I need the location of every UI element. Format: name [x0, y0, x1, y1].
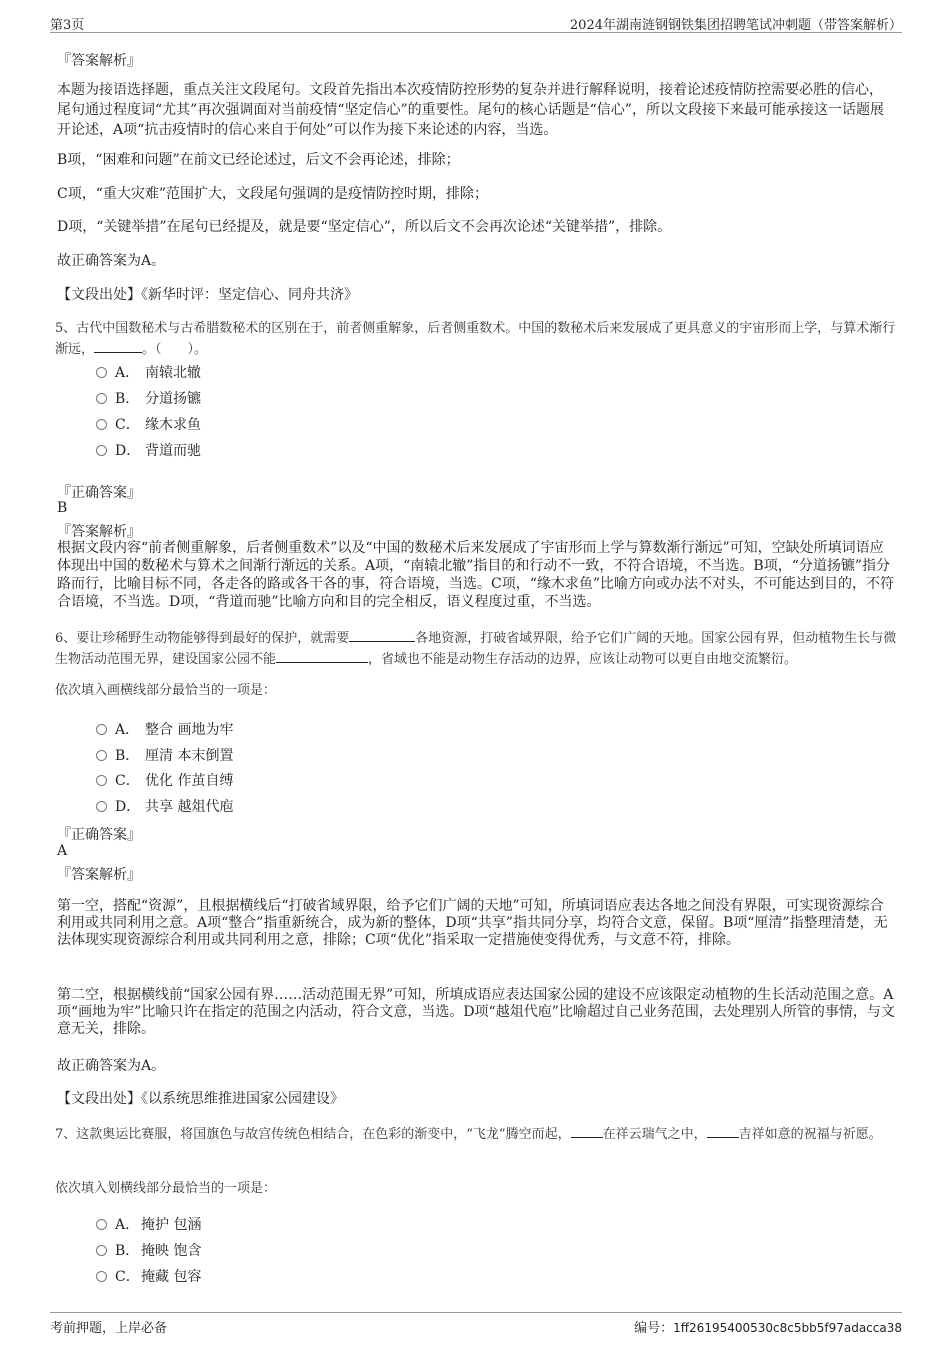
document-code	[634, 1317, 902, 1336]
answer-blank	[707, 1124, 739, 1138]
q5-analysis: 根据文段内容“前者侧重解象，后者侧重数术”以及“中国的数秘术后来发展成了宇宙形而上学与算数渐行渐远”可知，空缺处所填词语应体现出中国的数秘术与算术之间渐行渐远的关系。A项，“南辕北辙”指目的和行动不一致，不符合语境，不当选。B项，“分道扬镳”指分路而行，比喻目标不同，各走各的路或各干各的事，符合语境，当选。C项，“缘木求鱼”比喻方向或办法不对头，不可能达到目的，不符合语境，不当选。D项，“背道而驰”比喻方向和目的完全相反，语义程度过重，不当选。	[57, 540, 895, 610]
analysis-option-b: B项，“困难和问题”在前文已经论述过，后文不会再论述，排除；	[57, 152, 460, 168]
option-text: 分道扬镳	[145, 391, 201, 407]
question-5-stem-text: 5、古代中国数秘术与古希腊数秘术的区别在于，前者侧重解象，后者侧重数术。中国的数秘术后来发展成了更具意义的宇宙形而上学，与算术渐行渐远，	[55, 321, 896, 357]
correct-answer-label: 『正确答案』	[57, 485, 141, 501]
analysis-label: 『答案解析』	[57, 867, 141, 883]
analysis-paragraph: 本题为接语选择题，重点关注文段尾句。文段首先指出本次疫情防控形势的复杂并进行解释说明，接着论述疫情防控需要必胜的信心，尾句通过程度词“尤其”再次强调面对当前疫情“坚定信心”的重要性。尾句的核心话题是“信心”，所以文段接下来最可能承接这一话题展开论述，A项“抗击疫情时的信心来自于何处”可以作为接下来论述的内容，当选。	[57, 82, 884, 138]
question-6-stem-text: 6、要让珍稀野生动物能够得到最好的保护，就需要	[55, 631, 350, 646]
option-text: 掩护 包涵	[141, 1217, 202, 1233]
question-5-stem	[55, 319, 897, 360]
analysis-option-d: D项，“关键举措”在尾句已经提及，就是要“坚定信心”，所以后文不会再次论述“关键举措”，排除。	[57, 219, 672, 235]
option-key: C．	[115, 417, 140, 433]
question-6-stem-end: ，省域也不能是动物生存活动的边界，应该让动物可以更自由地交流繁衍。	[368, 652, 798, 667]
answer-blank	[276, 649, 368, 663]
radio-icon[interactable]	[96, 367, 107, 378]
q5-option-b[interactable]	[96, 388, 201, 408]
answer-blank	[94, 339, 142, 353]
radio-icon[interactable]	[96, 445, 107, 456]
answer-line: 故正确答案为A。	[57, 253, 166, 269]
question-7-stem-text: 7、这款奥运比赛服，将国旗色与故宫传统色相结合，在色彩的渐变中，“飞龙”腾空而起，	[55, 1127, 571, 1142]
analysis-label: 『答案解析』	[57, 524, 141, 540]
page-header	[50, 12, 902, 33]
q6-option-b[interactable]	[96, 745, 233, 765]
question-5-stem-end: 。（ ）。	[142, 342, 208, 357]
option-text: 共享 越俎代庖	[145, 799, 234, 815]
document-code-label: 编号：	[634, 1321, 674, 1336]
option-text: 优化 作茧自缚	[145, 773, 234, 789]
option-text: 南辕北辙	[145, 365, 201, 381]
question-7-stem	[55, 1124, 897, 1145]
q6-option-d[interactable]	[96, 796, 233, 816]
answer-blank	[349, 628, 415, 642]
radio-icon[interactable]	[96, 750, 107, 761]
source-line: 【文段出处】《以系统思维推进国家公园建设》	[57, 1091, 344, 1107]
radio-icon[interactable]	[96, 775, 107, 786]
option-text: 缘木求鱼	[145, 417, 201, 433]
radio-icon[interactable]	[96, 419, 107, 430]
option-key: B．	[115, 391, 140, 407]
option-text: 掩映 饱含	[141, 1243, 202, 1259]
q7-option-c[interactable]	[96, 1266, 201, 1286]
radio-icon[interactable]	[96, 393, 107, 404]
source-line: 【文段出处】《新华时评：坚定信心、同舟共济》	[57, 287, 358, 303]
answer-blank	[571, 1124, 603, 1138]
option-key: D．	[115, 443, 141, 459]
option-text: 背道而驰	[145, 443, 201, 459]
option-key: D．	[115, 799, 141, 815]
question-6-stem-mid: 各地资源，打破省域界限，给予它们广阔的天地。国家公园有界，但动植物生长与微生物活动范围无界，建设国家公园不能	[55, 631, 897, 667]
document-code-value: 1ff26195400530c8c5bb5f97adacca38	[673, 1321, 902, 1335]
correct-answer: A	[57, 843, 68, 859]
option-key: C．	[115, 773, 140, 789]
analysis-label: 『答案解析』	[57, 53, 141, 69]
document-title: 2024年湖南涟钢钢铁集团招聘笔试冲刺题（带答案解析）	[569, 18, 902, 33]
correct-answer: B	[57, 500, 68, 516]
option-key: B．	[115, 1243, 140, 1259]
radio-icon[interactable]	[96, 1245, 107, 1256]
q6-option-c[interactable]	[96, 770, 233, 790]
q7-option-b[interactable]	[96, 1240, 201, 1260]
question-7-stem-mid: 在祥云瑞气之中，	[602, 1127, 707, 1142]
q7-option-a[interactable]	[96, 1214, 201, 1234]
option-text: 掩藏 包容	[141, 1269, 202, 1285]
radio-icon[interactable]	[96, 801, 107, 812]
question-6-stem	[55, 628, 897, 670]
analysis-option-c: C项，“重大灾难”范围扩大，文段尾句强调的是疫情防控时期，排除；	[57, 186, 489, 202]
question-6-instruction: 依次填入画横线部分最恰当的一项是：	[55, 683, 277, 698]
q6-option-a[interactable]	[96, 719, 233, 739]
question-7-instruction: 依次填入划横线部分最恰当的一项是：	[55, 1181, 277, 1196]
page-footer	[50, 1312, 902, 1335]
q5-option-d[interactable]	[96, 440, 201, 460]
footer-slogan: 考前押题，上岸必备	[50, 1321, 168, 1336]
option-text: 整合 画地为牢	[145, 722, 234, 738]
option-key: A．	[115, 365, 140, 381]
option-key: C．	[115, 1269, 140, 1285]
radio-icon[interactable]	[96, 1219, 107, 1230]
option-text: 厘清 本末倒置	[145, 748, 234, 764]
page-number: 第3页	[50, 18, 85, 33]
answer-line: 故正确答案为A。	[57, 1058, 166, 1074]
option-key: A．	[115, 1217, 140, 1233]
q6-analysis-part1: 第一空，搭配“资源”，且根据横线后“打破省域界限，给予它们广阔的天地”可知，所填词语应表达各地之间没有界限，可实现资源综合利用或共同利用之意。A项“整合”指重新统合，成为新的整体，D项“共享”指共同分享，均符合文意，保留。B项“厘清”指整理清楚，无法体现实现资源综合利用或共同利用之意，排除；C项“优化”指采取一定措施使变得优秀，与文意不符，排除。	[57, 898, 888, 948]
option-key: A．	[115, 722, 140, 738]
option-key: B．	[115, 748, 140, 764]
q5-option-c[interactable]	[96, 414, 201, 434]
radio-icon[interactable]	[96, 1271, 107, 1282]
question-7-stem-end: 吉祥如意的祝福与祈愿。	[738, 1127, 882, 1142]
correct-answer-label: 『正确答案』	[57, 827, 141, 843]
q5-option-a[interactable]	[96, 362, 201, 382]
radio-icon[interactable]	[96, 724, 107, 735]
q6-analysis-part2: 第二空，根据横线前“国家公园有界……活动范围无界”可知，所填成语应表达国家公园的建设不应该限定动植物的生长活动范围之意。A项“画地为牢”比喻只许在指定的范围之内活动，符合文意，当选。D项“越俎代庖”比喻超过自己业务范围，去处理别人所管的事情，与文意无关，排除。	[57, 987, 895, 1037]
